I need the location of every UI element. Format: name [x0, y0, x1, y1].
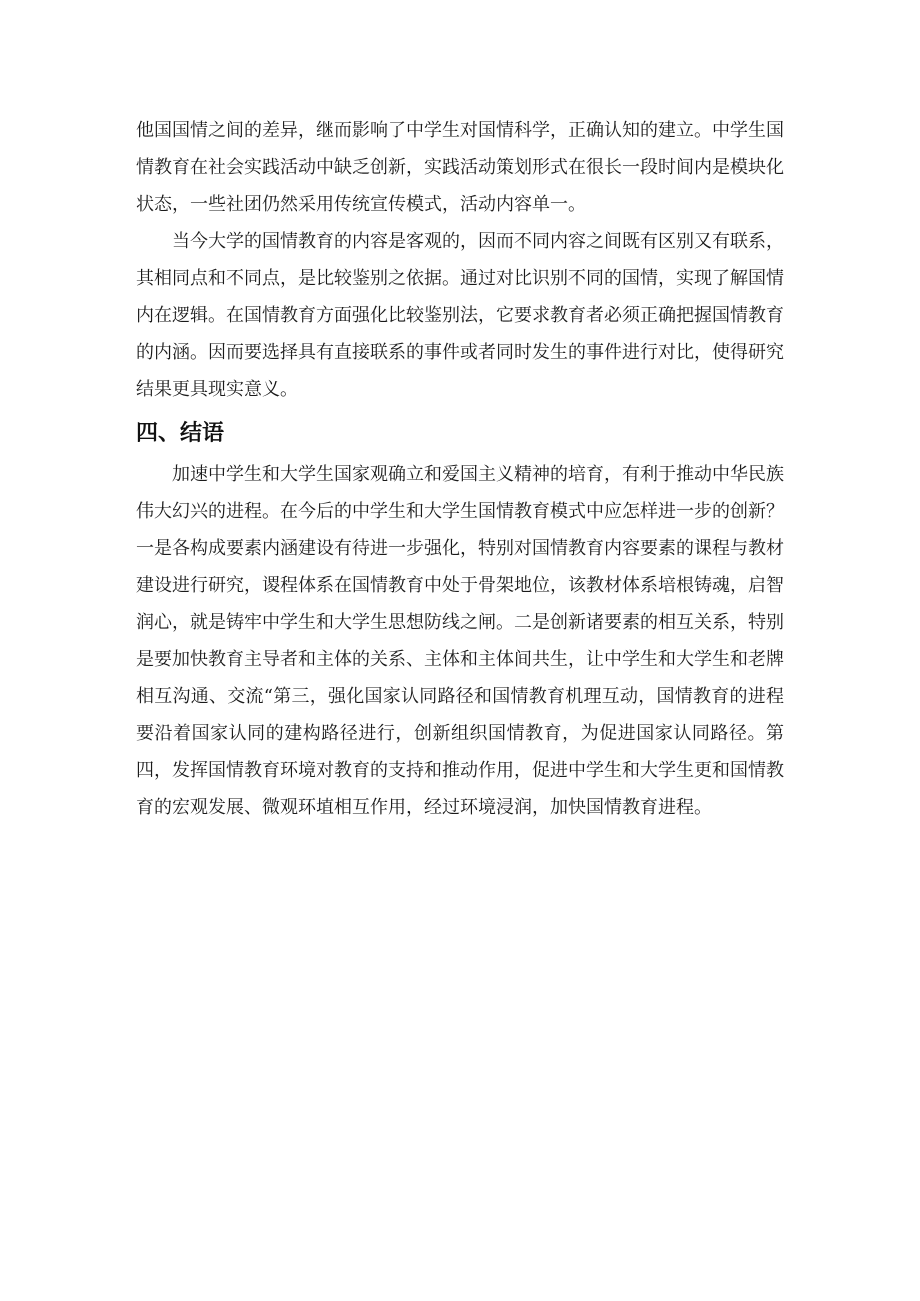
paragraph-continued: 他国国情之间的差异，继而影响了中学生对国情科学，正确认知的建立。中学生国情教育在社会实践活动中缺乏创新，实践活动策划形式在很长一段时间内是模块化状态，一些社团仍然采用传统宣传模式，活动内容单一。 [136, 120, 784, 215]
paragraph-comparison-method: 当今大学的国情教育的内容是客观的，因而不同内容之间既有区别又有联系，其相同点和不同点，是比较鉴别之依据。通过对比识别不同的国情，实现了解国情内在逻辑。在国情教育方面强化比较鉴别法，它要求教育者必须正确把握国情教育的内涵。因而要选择具有直接联系的事件或者同时发生的事件进行对比，使得研究结果更具现实意义。 [136, 231, 784, 400]
paragraph-conclusion: 加速中学生和大学生国家观确立和爱国主义精神的培育，有利于推动中华民族伟大幻兴的进程。在今后的中学生和大学生国情教育模式中应怎样进一步的创新？一是各构成要素内涵建设有待进一步强化，特别对国情教育内容要素的课程与教材建设进行研究，谡程体系在国情教育中处于骨架地位，该教材体系培根铸魂，启智润心，就是铸牢中学生和大学生思想防线之闸。二是创新诸要素的相互关系，特别是要加快教育主导者和主体的关系、主体和主体间共生，让中学生和大学生和老牌相互沟通、交流“第三，强化国家认同路径和国情教育机理互动，国情教育的进程要沿着国家认同的建构路径进行，创新组织国情教育，为促进国家认同路径。第四，发挥国情教育环境对教育的支持和推动作用，促进中学生和大学生更和国情教育的宏观发展、微观环埴相互作用，经过环境浸润，加快国情教育进程。 [136, 464, 784, 818]
document-body [136, 112, 784, 826]
section-heading-conclusion: 四、结语 [136, 421, 225, 446]
